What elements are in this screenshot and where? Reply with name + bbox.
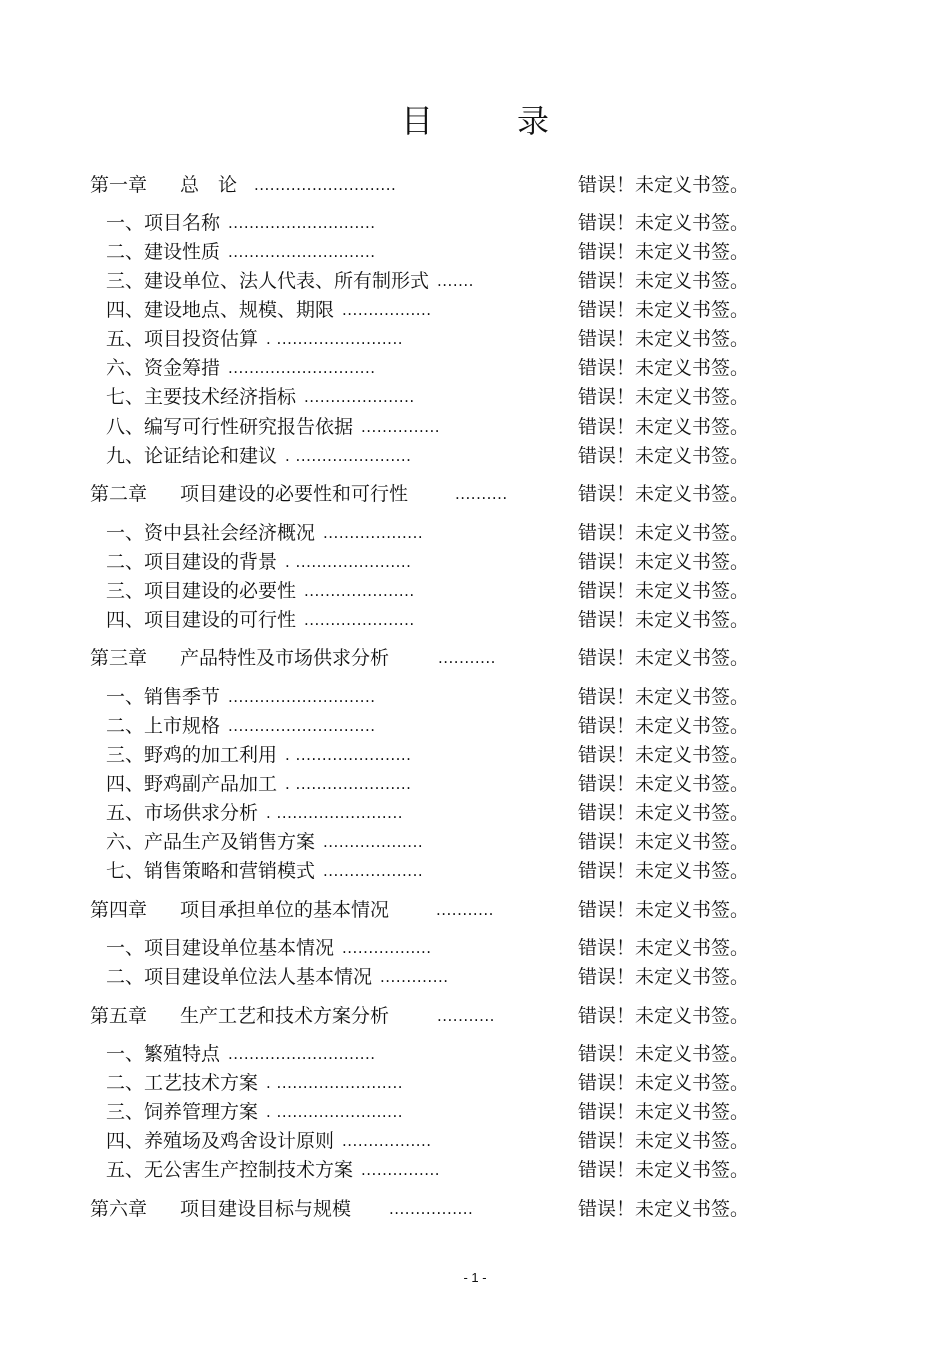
toc-entry-text: 一、项目建设单位基本情况 xyxy=(106,937,335,959)
toc-entry-text: 二、项目建设单位法人基本情况 xyxy=(106,966,373,988)
toc-entry-label xyxy=(106,828,315,856)
toc-page-ref: 错误！未定义书签。 xyxy=(578,831,750,853)
toc-entry-label xyxy=(106,354,220,382)
toc-page-ref: 错误！未定义书签。 xyxy=(578,860,750,882)
toc-entry-text: 生产工艺和技术方案分析 xyxy=(180,1005,390,1027)
toc-entry-label xyxy=(106,1156,353,1184)
toc-entry-text: 二、建设性质 xyxy=(106,241,221,263)
toc-leader-dots: ............................ xyxy=(228,214,376,232)
toc-chapter-entry[interactable] xyxy=(0,644,950,672)
toc-page-ref: 错误！未定义书签。 xyxy=(578,899,750,921)
toc-section-entry[interactable] xyxy=(0,1069,950,1097)
toc-entry-text: 四、养殖场及鸡舍设计原则 xyxy=(106,1130,335,1152)
toc-entry-text: 五、市场供求分析 xyxy=(106,802,259,824)
chapter-number: 第五章 xyxy=(90,1005,148,1027)
toc-leader-dots: ................. xyxy=(342,939,432,957)
toc-page-ref: 错误！未定义书签。 xyxy=(578,773,750,795)
toc-leader-dots: ........................... xyxy=(254,176,397,194)
toc-entry-text: 二、上市规格 xyxy=(106,715,221,737)
toc-chapter-entry[interactable] xyxy=(0,896,950,924)
toc-page-ref: 错误！未定义书签。 xyxy=(578,551,750,573)
toc-leader-dots: ................ xyxy=(389,1200,474,1218)
toc-leader-dots: ................. xyxy=(342,301,432,319)
toc-section-entry[interactable] xyxy=(0,296,950,324)
toc-section-entry[interactable] xyxy=(0,1156,950,1184)
toc-page-ref: 错误！未定义书签。 xyxy=(578,802,750,824)
toc-entry-label xyxy=(106,963,372,991)
toc-leader-dots: ................... xyxy=(323,833,424,851)
toc-entry-text: 四、项目建设的可行性 xyxy=(106,609,297,631)
toc-entry-label xyxy=(90,1002,389,1030)
toc-entry-label xyxy=(90,1195,351,1223)
toc-section-entry[interactable] xyxy=(0,442,950,470)
toc-section-entry[interactable] xyxy=(0,770,950,798)
page-number: - 1 - xyxy=(463,1270,487,1285)
toc-entry-label xyxy=(90,896,389,924)
toc-page-ref: 错误！未定义书签。 xyxy=(578,580,750,602)
toc-section-entry[interactable] xyxy=(0,799,950,827)
toc-leader-dots: ............... xyxy=(361,1161,441,1179)
toc-entry-text: 七、销售策略和营销模式 xyxy=(106,860,316,882)
toc-entry-label xyxy=(106,548,277,576)
toc-entry-label xyxy=(106,296,334,324)
toc-leader-dots: . ........................ xyxy=(266,1103,403,1121)
toc-section-entry[interactable] xyxy=(0,577,950,605)
toc-page-ref: 错误！未定义书签。 xyxy=(578,744,750,766)
toc-page-ref: 错误！未定义书签。 xyxy=(578,1072,750,1094)
toc-entry-text: 三、野鸡的加工利用 xyxy=(106,744,278,766)
toc-section-entry[interactable] xyxy=(0,519,950,547)
toc-leader-dots: . ...................... xyxy=(285,447,412,465)
toc-entry-label xyxy=(106,934,334,962)
toc-leader-dots: ..................... xyxy=(304,388,415,406)
toc-page-ref: 错误！未定义书签。 xyxy=(578,357,750,379)
toc-entry-label xyxy=(106,606,296,634)
toc-page-ref: 错误！未定义书签。 xyxy=(578,445,750,467)
toc-section-entry[interactable] xyxy=(0,267,950,295)
toc-page-ref: 错误！未定义书签。 xyxy=(578,715,750,737)
toc-entry-text: 四、建设地点、规模、期限 xyxy=(106,299,335,321)
toc-page-ref: 错误！未定义书签。 xyxy=(578,1005,750,1027)
toc-entry-label xyxy=(106,799,258,827)
toc-leader-dots: . ...................... xyxy=(285,775,412,793)
toc-page-ref: 错误！未定义书签。 xyxy=(578,647,750,669)
toc-entry-label xyxy=(90,480,408,508)
toc-page-ref: 错误！未定义书签。 xyxy=(578,1159,750,1181)
toc-section-entry[interactable] xyxy=(0,828,950,856)
toc-entry-label xyxy=(106,209,220,237)
toc-entry-label xyxy=(106,683,220,711)
toc-section-entry[interactable] xyxy=(0,683,950,711)
toc-section-entry[interactable] xyxy=(0,934,950,962)
title-char-1: 目 xyxy=(400,102,433,140)
toc-page-ref: 错误！未定义书签。 xyxy=(578,328,750,350)
toc-entry-text: 三、建设单位、法人代表、所有制形式 xyxy=(106,270,430,292)
toc-leader-dots: . ........................ xyxy=(266,804,403,822)
toc-entry-label xyxy=(106,1127,334,1155)
toc-page-ref: 错误！未定义书签。 xyxy=(578,270,750,292)
chapter-number: 第六章 xyxy=(90,1198,148,1220)
toc-leader-dots: ................... xyxy=(323,862,424,880)
toc-entry-text: 三、项目建设的必要性 xyxy=(106,580,297,602)
toc-section-entry[interactable] xyxy=(0,238,950,266)
toc-leader-dots: ........... xyxy=(438,649,496,667)
toc-entry-text: 总 论 xyxy=(180,174,238,196)
toc-entry-text: 七、主要技术经济指标 xyxy=(106,386,297,408)
toc-entry-text: 六、资金筹措 xyxy=(106,357,221,379)
toc-entry-text: 一、销售季节 xyxy=(106,686,221,708)
toc-chapter-entry[interactable] xyxy=(0,1002,950,1030)
toc-entry-label xyxy=(106,741,277,769)
toc-leader-dots: . ...................... xyxy=(285,553,412,571)
toc-page-ref: 错误！未定义书签。 xyxy=(578,174,750,196)
toc-section-entry[interactable] xyxy=(0,209,950,237)
toc-section-entry[interactable] xyxy=(0,354,950,382)
toc-section-entry[interactable] xyxy=(0,606,950,634)
toc-leader-dots: ............. xyxy=(380,968,449,986)
toc-entry-label xyxy=(106,770,277,798)
toc-entry-label xyxy=(106,519,315,547)
toc-leader-dots: ........... xyxy=(437,1007,495,1025)
toc-entry-label xyxy=(90,644,389,672)
toc-entry-text: 一、项目名称 xyxy=(106,212,221,234)
toc-entry-label xyxy=(106,238,220,266)
toc-chapter-entry[interactable] xyxy=(0,480,950,508)
toc-section-entry[interactable] xyxy=(0,1040,950,1068)
toc-section-entry[interactable] xyxy=(0,413,950,441)
toc-chapter-entry[interactable] xyxy=(0,171,950,199)
toc-section-entry[interactable] xyxy=(0,548,950,576)
toc-leader-dots: ....... xyxy=(437,272,474,290)
toc-entry-label xyxy=(106,577,296,605)
toc-leader-dots: ............................ xyxy=(228,688,376,706)
toc-entry-label xyxy=(90,171,237,199)
toc-page-ref: 错误！未定义书签。 xyxy=(578,212,750,234)
toc-entry-text: 二、项目建设的背景 xyxy=(106,551,278,573)
toc-leader-dots: . ........................ xyxy=(266,330,403,348)
chapter-number: 第四章 xyxy=(90,899,148,921)
toc-leader-dots: ............................ xyxy=(228,1045,376,1063)
toc-entry-text: 一、资中县社会经济概况 xyxy=(106,522,316,544)
toc-entry-text: 九、论证结论和建议 xyxy=(106,445,278,467)
toc-entry-label xyxy=(106,325,258,353)
toc-section-entry[interactable] xyxy=(0,963,950,991)
toc-entry-text: 项目建设目标与规模 xyxy=(180,1198,352,1220)
chapter-number: 第一章 xyxy=(90,174,148,196)
toc-entry-label xyxy=(106,267,429,295)
toc-entry-text: 五、无公害生产控制技术方案 xyxy=(106,1159,354,1181)
toc-entry-label xyxy=(106,442,277,470)
toc-page-ref: 错误！未定义书签。 xyxy=(578,241,750,263)
toc-entry-text: 项目承担单位的基本情况 xyxy=(180,899,390,921)
toc-section-entry[interactable] xyxy=(0,325,950,353)
toc-entry-text: 项目建设的必要性和可行性 xyxy=(180,483,409,505)
toc-page-ref: 错误！未定义书签。 xyxy=(578,386,750,408)
toc-leader-dots: ............... xyxy=(361,418,441,436)
toc-entry-label xyxy=(106,712,220,740)
chapter-number: 第三章 xyxy=(90,647,148,669)
toc-page-ref: 错误！未定义书签。 xyxy=(578,1198,750,1220)
toc-leader-dots: ............................ xyxy=(228,717,376,735)
toc-entry-text: 二、工艺技术方案 xyxy=(106,1072,259,1094)
toc-entry-text: 四、野鸡副产品加工 xyxy=(106,773,278,795)
toc-entry-label xyxy=(106,857,315,885)
toc-entry-label xyxy=(106,383,296,411)
toc-leader-dots: ................. xyxy=(342,1132,432,1150)
title-char-2: 录 xyxy=(517,102,550,140)
toc-page-ref: 错误！未定义书签。 xyxy=(578,609,750,631)
toc-chapter-entry[interactable] xyxy=(0,1195,950,1223)
toc-entry-label xyxy=(106,1098,258,1126)
toc-leader-dots: . ...................... xyxy=(285,746,412,764)
toc-leader-dots: .......... xyxy=(455,485,508,503)
toc-leader-dots: ................... xyxy=(323,524,424,542)
toc-entry-text: 八、编写可行性研究报告依据 xyxy=(106,416,354,438)
toc-page-ref: 错误！未定义书签。 xyxy=(578,1101,750,1123)
toc-leader-dots: . ........................ xyxy=(266,1074,403,1092)
toc-page-ref: 错误！未定义书签。 xyxy=(578,937,750,959)
chapter-number: 第二章 xyxy=(90,483,148,505)
toc-leader-dots: ..................... xyxy=(304,582,415,600)
toc-entry-label xyxy=(106,1069,258,1097)
toc-page-ref: 错误！未定义书签。 xyxy=(578,686,750,708)
toc-entry-text: 产品特性及市场供求分析 xyxy=(180,647,390,669)
toc-leader-dots: ..................... xyxy=(304,611,415,629)
toc-page-ref: 错误！未定义书签。 xyxy=(578,522,750,544)
toc-leader-dots: ............................ xyxy=(228,359,376,377)
toc-page-ref: 错误！未定义书签。 xyxy=(578,1130,750,1152)
toc-section-entry[interactable] xyxy=(0,712,950,740)
toc-leader-dots: ............................ xyxy=(228,243,376,261)
toc-section-entry[interactable] xyxy=(0,1127,950,1155)
toc-entry-text: 五、项目投资估算 xyxy=(106,328,259,350)
toc-section-entry[interactable] xyxy=(0,741,950,769)
toc-leader-dots: ........... xyxy=(436,901,494,919)
toc-entry-text: 六、产品生产及销售方案 xyxy=(106,831,316,853)
toc-page-ref: 错误！未定义书签。 xyxy=(578,483,750,505)
toc-page-ref: 错误！未定义书签。 xyxy=(578,966,750,988)
toc-page-ref: 错误！未定义书签。 xyxy=(578,1043,750,1065)
toc-page-ref: 错误！未定义书签。 xyxy=(578,299,750,321)
toc-entry-text: 一、繁殖特点 xyxy=(106,1043,221,1065)
toc-entry-label xyxy=(106,1040,220,1068)
toc-page-ref: 错误！未定义书签。 xyxy=(578,416,750,438)
toc-section-entry[interactable] xyxy=(0,857,950,885)
toc-section-entry[interactable] xyxy=(0,383,950,411)
toc-entry-label xyxy=(106,413,353,441)
toc-section-entry[interactable] xyxy=(0,1098,950,1126)
toc-entry-text: 三、饲养管理方案 xyxy=(106,1101,259,1123)
